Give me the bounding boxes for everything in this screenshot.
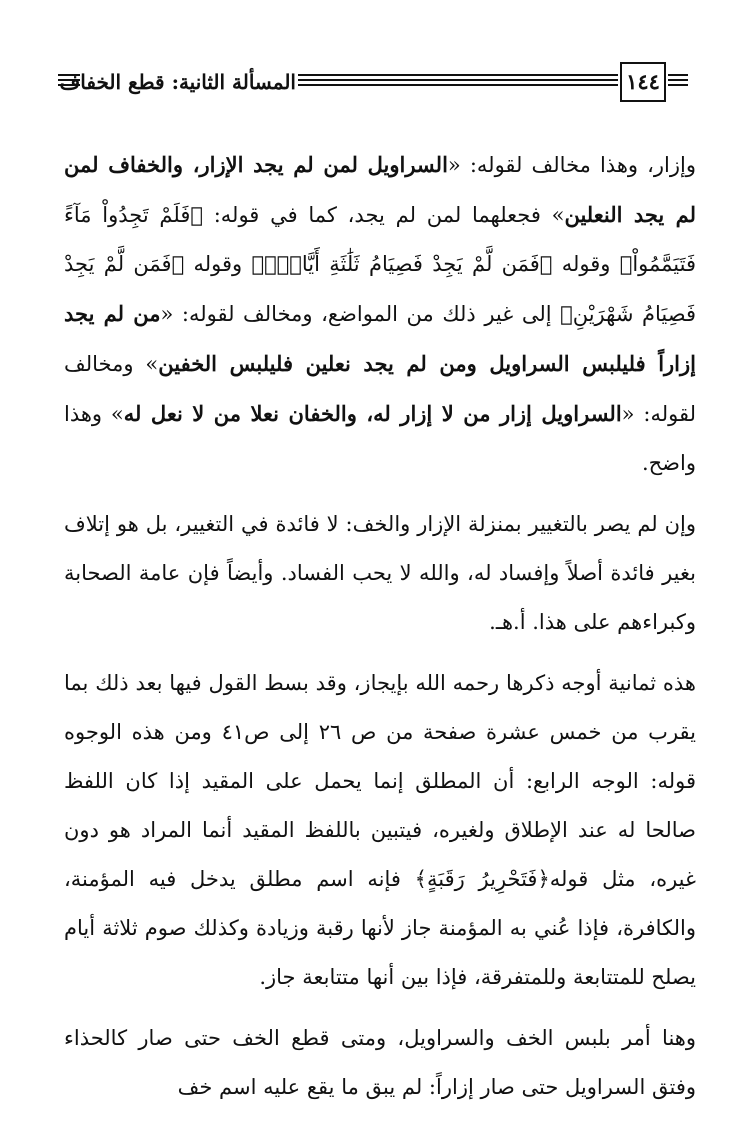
quran-verse: ﴿فَلَمْ تَجِدُواْ مَآءً فَتَيَمَّمُواْ﴾	[64, 203, 696, 276]
text-segment: وإزار، وهذا مخالف لقوله: «	[447, 153, 696, 177]
text-segment: وهنا أمر بلبس الخف والسراويل، ومتى قطع الخف حتى صار كالحذاء وفتق السراويل حتى صار إزاراً: لم يبق ما يقع عليه اسم خف	[64, 1026, 696, 1099]
paragraph	[64, 1014, 696, 1112]
quran-verse: ﴿فَمَن لَّمْ يَجِدْ فَصِيَامُ ثَلَٰثَةِ أَيَّامٍۚ﴾	[251, 252, 553, 276]
text-segment: » فجعلهما لمن لم يجد، كما في قوله:	[202, 203, 565, 227]
page-header	[58, 62, 688, 106]
hadith-quote: السراويل لمن لم يجد الإزار، والخفاف لمن لم يجد النعلين	[64, 152, 696, 227]
running-title: المسألة الثانية: قطع الخفاف	[59, 70, 296, 94]
header-rule-right	[668, 74, 688, 94]
quran-verse: ﴿فَمَن لَّمْ يَجِدْ فَصِيَامُ شَهْرَيْنِ﴾	[64, 252, 696, 326]
hadith-quote: من لم يجد إزاراً فليلبس السراويل ومن لم يجد نعلين فليلبس الخفين	[64, 301, 696, 376]
paragraph	[64, 500, 696, 647]
text-segment: فإنه اسم مطلق يدخل فيه المؤمنة، والكافرة، فإذا عُني به المؤمنة جاز لأنها رقبة وزيادة وكذلك صوم ثلاثة أيام يصلح للمتتابعة وللمتفرقة، فإذا بين أنها متتابعة جاز.	[64, 867, 696, 989]
hadith-quote: السراويل إزار من لا إزار له، والخفان نعلا من لا نعل له	[123, 401, 622, 426]
text-segment: إلى غير ذلك من المواضع، ومخالف لقوله: «	[160, 302, 561, 326]
quran-verse: ﴿فَتَحْرِيرُ رَقَبَةٍ﴾	[414, 867, 550, 891]
text-segment: » وهذا واضح.	[64, 402, 696, 475]
header-rule-middle	[298, 74, 618, 94]
text-segment: وإن لم يصر بالتغيير بمنزلة الإزار والخف: لا فائدة في التغيير، بل هو إتلاف بغير فائدة أصلاً وإفساد له، والله لا يحب الفساد. وأيضاً فإن عامة الصحابة وكبراءهم على هذا. أ.هـ.	[64, 512, 696, 634]
page-number: ١٤٤	[620, 62, 666, 102]
text-segment: وقوله	[184, 252, 252, 276]
text-segment: » ومخالف لقوله: «	[64, 352, 696, 426]
paragraph	[64, 659, 696, 1002]
page-body	[64, 140, 696, 1124]
paragraph	[64, 140, 696, 488]
text-segment: وقوله	[552, 252, 620, 276]
text-segment: هذه ثمانية أوجه ذكرها رحمه الله بإيجاز، وقد بسط القول فيها بعد ذلك بما يقرب من خمس عشرة صفحة من ص ٢٦ إلى ص٤١ ومن هذه الوجوه قوله: الوجه الرابع: أن المطلق إنما يحمل على المقيد إذا كان اللفظ صالحا له عند الإطلاق ولغيره، فيتبين باللفظ المقيد أنما المراد هو دون غيره، مثل قوله	[64, 671, 697, 891]
